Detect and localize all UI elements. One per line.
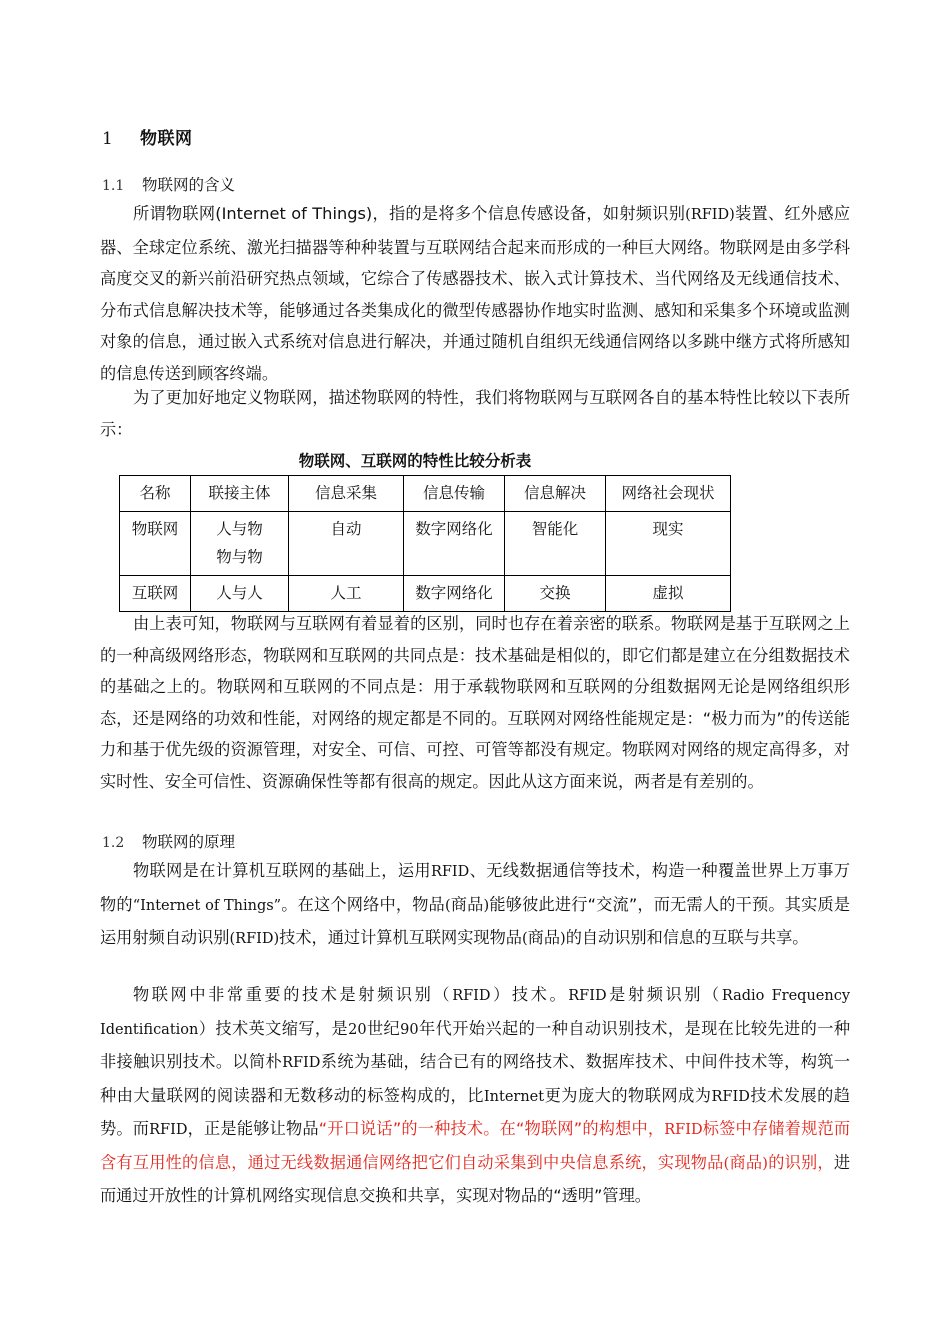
paragraph-definition: 所谓物联网(Internet of Things)，指的是将多个信息传感设备，如射频识别(RFID)装置、红外感应器、全球定位系统、激光扫描器等种种装置与互联网结合起来而形成的一种巨大网络。物联网是由多学科高度交叉的新兴前沿研究热点领域，它综合了传感器技术、嵌入式计算技术、当代网络及无线通信技术、分布式信息解决技术等，能够通过各类集成化的微型传感器协作地实时监测、感知和采集多个环境或监测对象的信息，通过嵌入式系统对信息进行解决，并通过随机自组织无线通信网络以多跳中继方式将所感知的信息传送到顾客终端。 <box>100 204 851 383</box>
section-number: 1.1 <box>102 178 125 194</box>
header-cell: 网络社会现状 <box>606 476 731 512</box>
header-cell: 信息解决 <box>505 476 606 512</box>
table-cell: 自动 <box>289 512 404 576</box>
paragraph-principle: 物联网是在计算机互联网的基础上，运用RFID、无线数据通信等技术，构造一种覆盖世界上万事万物的“Internet of Things”。在这个网络中，物品(商品)能够彼此进行“交流”，而无需人的干预。其实质是运用射频自动识别(RFID)技术，通过计算机互联网实现物品(商品)的自动识别和信息的互联与共享。 <box>100 861 851 947</box>
header-cell: 名称 <box>120 476 191 512</box>
chapter-title: 物联网 <box>140 129 193 149</box>
table-cell: 数字网络化 <box>404 576 505 612</box>
paragraph-comparison-analysis: 由上表可知，物联网与互联网有着显着的区别，同时也存在着亲密的联系。物联网是基于互联网之上的一种高级网络形态，物联网和互联网的共同点是：技术基础是相似的，即它们都是建立在分组数据技术的基础之上的。物联网和互联网的不同点是：用于承载物联网和互联网的分组数据网无论是网络组织形态，还是网络的功效和性能，对网络的规定都是不同的。互联网对网络性能规定是：“极力而为”的传送能力和基于优先级的资源管理，对安全、可信、可控、可管等都没有规定。物联网对网络的规定高得多，对实时性、安全可信性、资源确保性等都有很高的规定。因此从这方面来说，两者是有差别的。 <box>100 614 850 791</box>
table-cell: 人与人 <box>191 576 289 612</box>
chapter-number: 1 <box>102 129 114 149</box>
paragraph-comparison-intro: 为了更加好地定义物联网，描述物联网的特性，我们将物联网与互联网各自的基本特性比较以下表所示： <box>100 388 850 439</box>
table-caption: 物联网、互联网的特性比较分析表 <box>298 452 532 470</box>
table-cell: 数字网络化 <box>404 512 505 576</box>
header-cell: 信息传输 <box>404 476 505 512</box>
table-cell: 人工 <box>289 576 404 612</box>
header-cell: 信息采集 <box>289 476 404 512</box>
table-row <box>120 512 731 576</box>
table-cell: 智能化 <box>505 512 606 576</box>
section-title: 物联网的原理 <box>142 833 236 851</box>
section-title: 物联网的含义 <box>142 176 236 194</box>
table-cell: 交换 <box>505 576 606 612</box>
table-header-row <box>120 476 731 512</box>
comparison-table <box>119 475 731 612</box>
table-cell: 人与物 物与物 <box>191 512 289 576</box>
table-row <box>120 576 731 612</box>
chapter-heading <box>102 124 193 149</box>
table-cell: 互联网 <box>120 576 191 612</box>
section-heading-1-2 <box>102 830 235 852</box>
header-cell: 联接主体 <box>191 476 289 512</box>
section-number: 1.2 <box>102 835 125 851</box>
paragraph-rfid: 物联网中非常重要的技术是射频识别（RFID）技术。RFID是射频识别（Radio Frequency Identification）技术英文缩写，是20世纪90年代开始兴起的一种自动识别技术，是现在比较先进的一种非接触识别技术。以简朴RFID系统为基础，结合已有的网络技术、数据库技术、中间件技术等，构筑一种由大量联网的阅读器和无数移动的标签构成的，比Internet更为庞大的物联网成为RFID技术发展的趋势。而RFID，正是能够让物品“开口说话”的一种技术。在“物联网”的构想中，RFID标签中存储着规范而含有互用性的信息，通过无线数据通信网络把它们自动采集到中央信息系统，实现物品(商品)的识别，进而通过开放性的计算机网络实现信息交换和共享，实现对物品的“透明”管理。 <box>100 985 851 1205</box>
table-cell: 物联网 <box>120 512 191 576</box>
table-cell: 现实 <box>606 512 731 576</box>
table-cell: 虚拟 <box>606 576 731 612</box>
section-heading-1-1 <box>102 173 235 195</box>
highlighted-text: “开口说话”的一种技术。在“物联网”的构想中，RFID标签中存储着规范而含有互用性的信息，通过无线数据通信网络把它们自动采集到中央信息系统，实现物品(商品)的识别， <box>100 1119 851 1172</box>
